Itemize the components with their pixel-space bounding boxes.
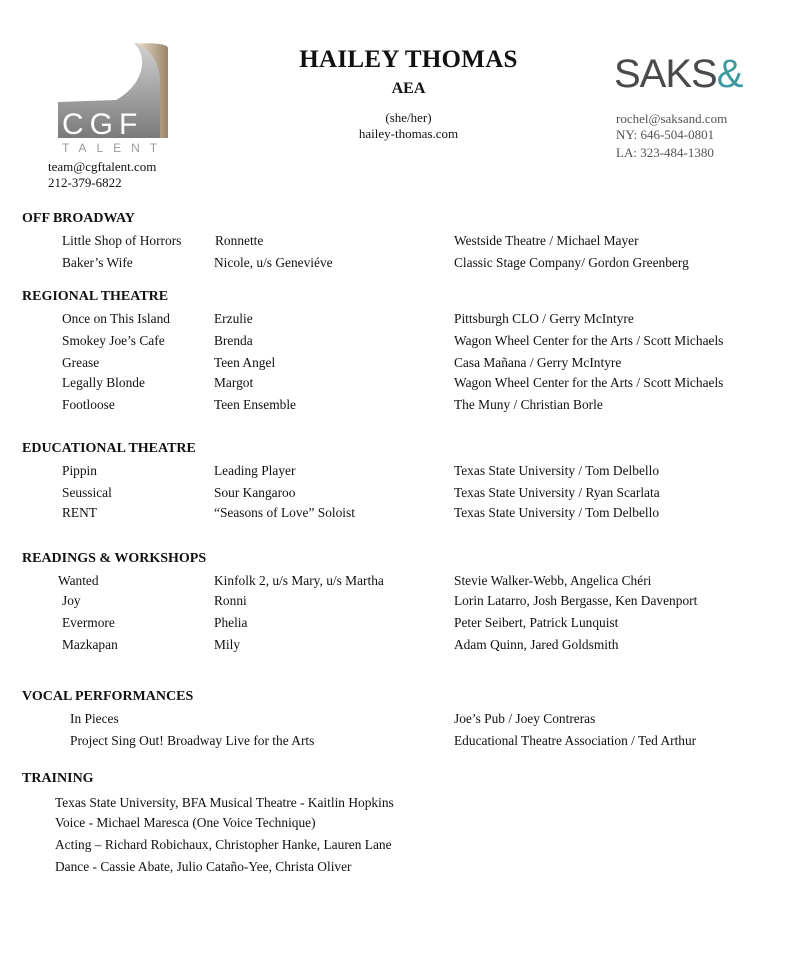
credit-role: Teen Angel: [214, 355, 276, 370]
performer-name: HAILEY THOMAS: [299, 46, 518, 73]
credit-venue: Educational Theatre Association / Ted Arthur: [454, 733, 697, 748]
credit-venue: Lorin Latarro, Josh Bergasse, Ken Davenport: [454, 593, 698, 608]
credit-role: “Seasons of Love” Soloist: [214, 505, 355, 520]
credit-show: Seussical: [62, 485, 112, 500]
credit-show: Mazkapan: [62, 637, 118, 652]
credit-venue: Classic Stage Company/ Gordon Greenberg: [454, 255, 689, 270]
credit-venue: Pittsburgh CLO / Gerry McIntyre: [454, 311, 634, 326]
credit-show: Grease: [62, 355, 100, 370]
training-line: Voice - Michael Maresca (One Voice Technique): [55, 815, 316, 830]
credit-show: Pippin: [62, 463, 97, 478]
credit-show: Project Sing Out! Broadway Live for the Arts: [70, 733, 315, 748]
saks-la-phone: LA: 323-484-1380: [616, 145, 714, 160]
credit-show: Legally Blonde: [62, 375, 145, 390]
credit-show: RENT: [62, 505, 97, 520]
cgf-phone: 212-379-6822: [48, 175, 122, 190]
website-link[interactable]: hailey-thomas.com: [358, 126, 459, 141]
credit-show: Footloose: [62, 397, 115, 412]
credit-venue: Joe’s Pub / Joey Contreras: [454, 711, 596, 726]
training-line: Acting – Richard Robichaux, Christopher Hanke, Lauren Lane: [55, 837, 392, 852]
credit-role: Ronnette: [215, 233, 264, 248]
cgf-logo-subtext: TALENT: [62, 141, 168, 154]
credit-role: Nicole, u/s Geneviéve: [214, 255, 333, 270]
cgf-email[interactable]: team@cgftalent.com: [48, 159, 157, 174]
training-line: Texas State University, BFA Musical Theatre - Kaitlin Hopkins: [55, 795, 394, 810]
credit-show: Baker’s Wife: [62, 255, 133, 270]
credit-role: Kinfolk 2, u/s Mary, u/s Martha: [214, 573, 384, 588]
credit-venue: Adam Quinn, Jared Goldsmith: [454, 637, 619, 652]
section-title-vocal: VOCAL PERFORMANCES: [22, 689, 194, 704]
credit-show: Evermore: [62, 615, 115, 630]
credit-show: Smokey Joe’s Cafe: [62, 333, 165, 348]
credit-role: Brenda: [214, 333, 253, 348]
credit-venue: Casa Mañana / Gerry McIntyre: [454, 355, 622, 370]
credit-role: Phelia: [214, 615, 248, 630]
saks-logo: [614, 52, 742, 97]
union-affiliation: AEA: [391, 80, 426, 97]
credit-role: Sour Kangaroo: [214, 485, 296, 500]
credit-role: Mily: [214, 637, 241, 652]
credit-show: In Pieces: [70, 711, 119, 726]
credit-role: Teen Ensemble: [214, 397, 296, 412]
training-line: Dance - Cassie Abate, Julio Cataño-Yee, Christa Oliver: [55, 859, 352, 874]
credit-venue: Westside Theatre / Michael Mayer: [454, 233, 639, 248]
credit-show: Little Shop of Horrors: [62, 233, 182, 248]
cgf-logo-text: CGF: [62, 108, 144, 141]
credit-venue: Texas State University / Tom Delbello: [454, 463, 660, 478]
pronouns: (she/her): [385, 110, 432, 125]
section-title-regional: REGIONAL THEATRE: [22, 289, 169, 304]
credit-venue: Texas State University / Ryan Scarlata: [454, 485, 660, 500]
credit-venue: Peter Seibert, Patrick Lunquist: [454, 615, 619, 630]
credit-role: Leading Player: [214, 463, 296, 478]
saks-logo-amp: &: [716, 52, 743, 96]
credit-venue: Wagon Wheel Center for the Arts / Scott Michaels: [454, 375, 724, 390]
credit-role: Erzulie: [214, 311, 253, 326]
credit-venue: Stevie Walker-Webb, Angelica Chéri: [454, 573, 652, 588]
section-title-off-broadway: OFF BROADWAY: [22, 211, 135, 226]
cgf-talent-logo: [56, 42, 172, 158]
saks-logo-text: SAKS: [614, 52, 717, 96]
saks-email[interactable]: rochel@saksand.com: [616, 111, 728, 126]
section-title-readings: READINGS & WORKSHOPS: [22, 551, 207, 566]
credit-show: Joy: [62, 593, 81, 608]
credit-venue: Wagon Wheel Center for the Arts / Scott Michaels: [454, 333, 724, 348]
credit-role: Ronni: [214, 593, 247, 608]
credit-show: Wanted: [58, 573, 99, 588]
section-title-training: TRAINING: [22, 771, 94, 786]
credit-venue: The Muny / Christian Borle: [454, 397, 603, 412]
credit-venue: Texas State University / Tom Delbello: [454, 505, 660, 520]
credit-role: Margot: [214, 375, 254, 390]
section-title-educational: EDUCATIONAL THEATRE: [22, 441, 196, 456]
credit-show: Once on This Island: [62, 311, 170, 326]
saks-ny-phone: NY: 646-504-0801: [616, 127, 715, 142]
